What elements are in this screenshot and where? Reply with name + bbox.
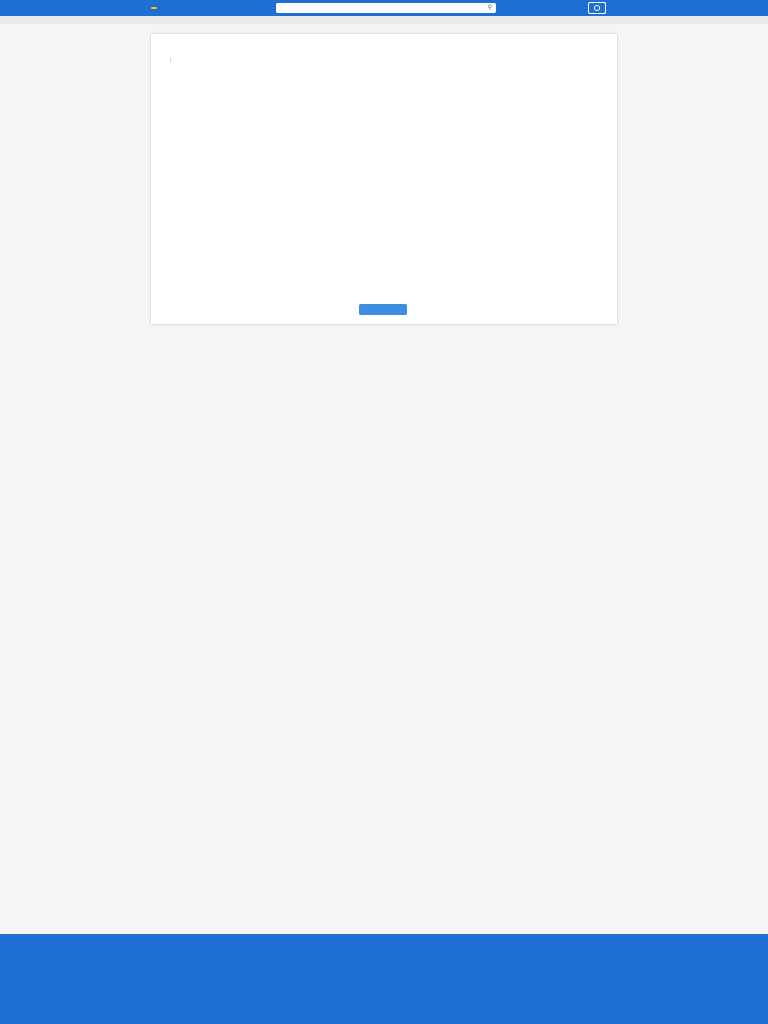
- document-meta: |: [170, 57, 172, 63]
- breadcrumb-bar: [0, 16, 768, 24]
- search-input[interactable]: [276, 3, 496, 13]
- ver-mas-button[interactable]: [359, 304, 407, 315]
- user-account-button[interactable]: [588, 2, 606, 14]
- search-icon[interactable]: ⚲: [487, 4, 492, 11]
- site-logo[interactable]: [148, 2, 157, 14]
- footer: [0, 934, 768, 1024]
- document-card: [151, 34, 617, 324]
- user-icon: [594, 5, 600, 11]
- logo-plus-badge: [151, 7, 157, 9]
